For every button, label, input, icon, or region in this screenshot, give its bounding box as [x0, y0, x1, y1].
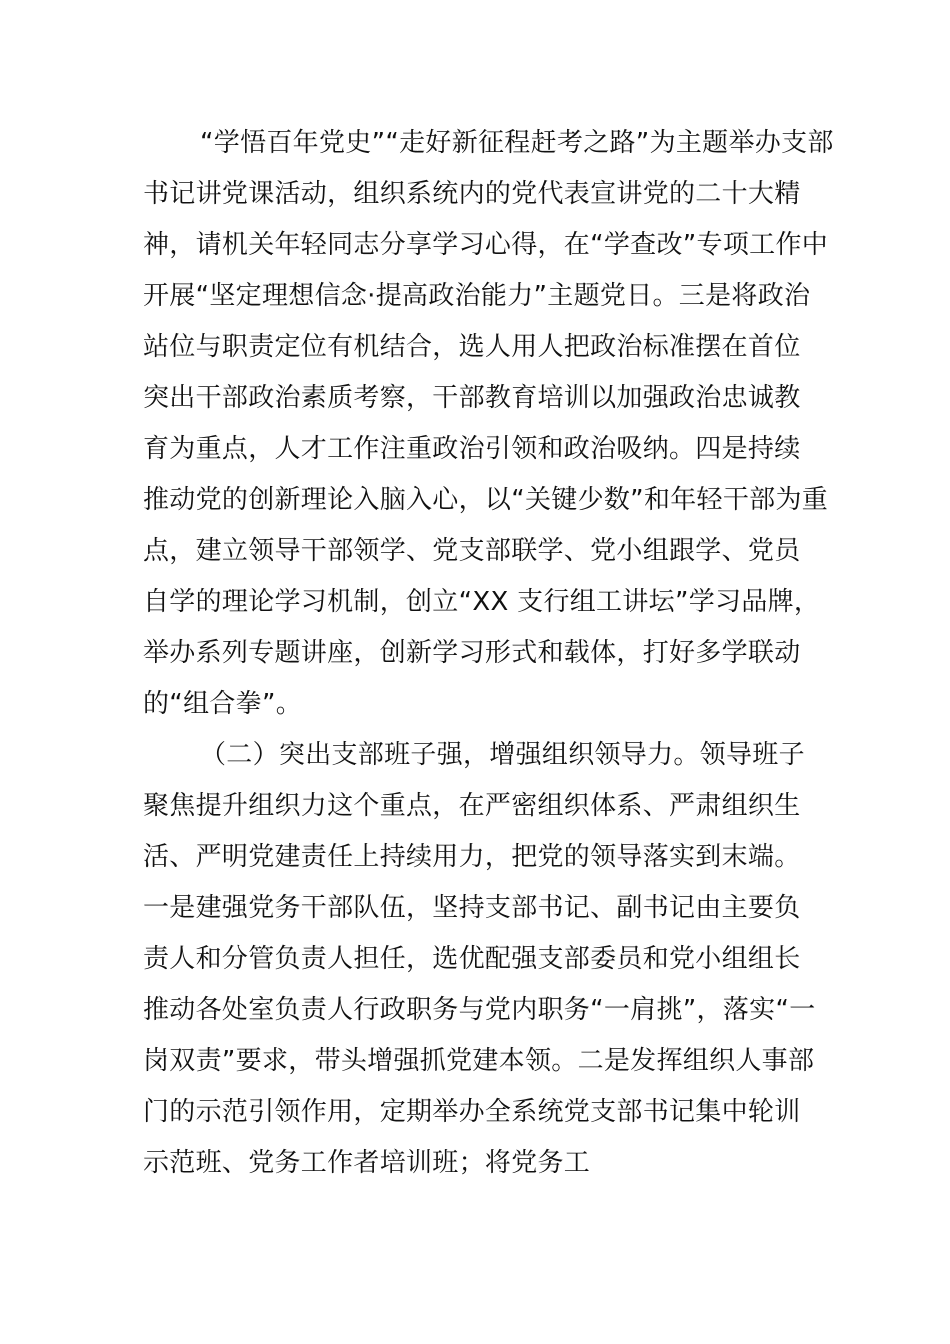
text-line: 育为重点，人才工作注重政治引领和政治吸纳。四是持续 — [143, 434, 801, 464]
text-line: 一是建强党务干部队伍，坚持支部书记、副书记由主要负 — [143, 893, 801, 923]
text-line: 开展“坚定理想信念·提高政治能力”主题党日。三是将政治 — [143, 281, 811, 311]
text-line: 活、严明党建责任上持续用力，把党的领导落实到末端。 — [143, 842, 801, 872]
text-line: 书记讲党课活动，组织系统内的党代表宣讲党的二十大精 — [143, 179, 801, 209]
text-line: 示范班、党务工作者培训班；将党务工 — [143, 1148, 591, 1178]
text-line: 门的示范引领作用，定期举办全系统党支部书记集中轮训 — [143, 1097, 801, 1127]
text-line: 责人和分管负责人担任，选优配强支部委员和党小组组长 — [143, 944, 801, 974]
text-line: 神，请机关年轻同志分享学习心得，在“学查改”专项工作中 — [143, 230, 829, 260]
paragraph-2 — [143, 730, 816, 1189]
paragraph-1 — [143, 118, 834, 730]
text-line: 聚焦提升组织力这个重点，在严密组织体系、严肃组织生 — [143, 791, 801, 821]
text-line: 自学的理论学习机制，创立“XX 支行组工讲坛”学习品牌， — [143, 587, 821, 617]
text-line: 推动各处室负责人行政职务与党内职务“一肩挑”，落实“一 — [143, 995, 816, 1025]
text-line: 推动党的创新理论入脑入心，以“关键少数”和年轻干部为重 — [143, 485, 829, 515]
text-line: 的“组合拳”。 — [143, 689, 303, 719]
text-line: 岗双责”要求，带头增强抓党建本领。二是发挥组织人事部 — [143, 1046, 815, 1076]
text-line: 突出干部政治素质考察，干部教育培训以加强政治忠诚教 — [143, 383, 801, 413]
text-line: “学悟百年党史”“走好新征程赶考之路”为主题举办支部 — [200, 128, 834, 158]
text-line: 举办系列专题讲座，创新学习形式和载体，打好多学联动 — [143, 638, 801, 668]
text-line: 点，建立领导干部领学、党支部联学、党小组跟学、党员 — [143, 536, 801, 566]
text-line: （二）突出支部班子强，增强组织领导力。领导班子 — [200, 740, 805, 770]
document-body — [143, 118, 834, 1189]
text-line: 站位与职责定位有机结合，选人用人把政治标准摆在首位 — [143, 332, 801, 362]
